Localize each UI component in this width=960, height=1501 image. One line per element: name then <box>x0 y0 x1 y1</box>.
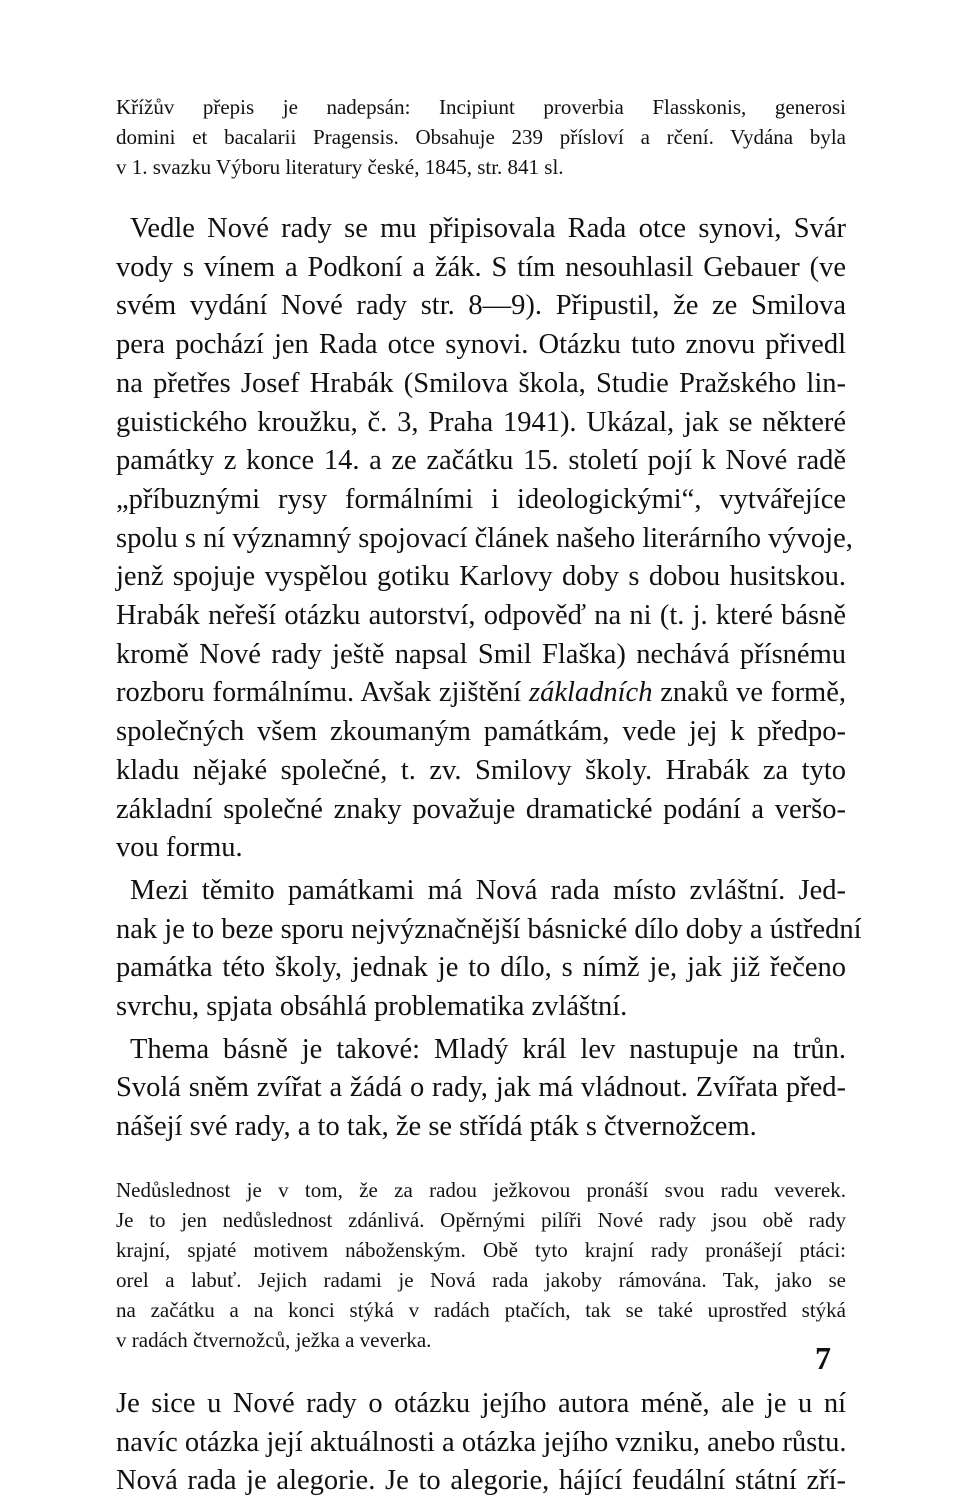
text-line: Hrabák neřeší otázku autorství, odpověď na ni (t. j. které básně <box>116 600 846 632</box>
text-line: na přetřes Josef Hrabák (Smilova škola, Studie Pražského lin- <box>116 367 846 399</box>
footnote-top <box>116 92 846 182</box>
note-line: Je to jen nedůslednost zdánlivá. Opěrnými pilíři Nové rady jsou obě rady <box>116 1207 846 1232</box>
text-line: jenž spojuje vyspělou gotiku Karlovy doby s dobou husitskou. <box>116 561 846 593</box>
text-line: Nová rada je alegorie. Je to alegorie, hájící feudální státní zří- <box>116 1465 846 1497</box>
text-line: spolu s ní významný spojovací článek našeho literárního vývoje, <box>116 522 853 554</box>
note-line: v radách čtvernožců, ježka a veverka. <box>116 1327 432 1352</box>
text-line: svém vydání Nové rady str. 8—9). Připustil, že ze Smilova <box>116 290 846 322</box>
text-line: rozboru formálnímu. Avšak zjištění základních znaků ve formě, <box>116 677 847 709</box>
text-line: kromě Nové rady ještě napsal Smil Flaška) nechává přísnému <box>116 638 846 670</box>
paragraph-special-place <box>116 872 862 1027</box>
note-line: v 1. svazku Výboru literatury české, 1845, str. 841 sl. <box>116 155 564 179</box>
note-line: Křížův přepis je nadepsán: Incipiunt proverbia Flasskonis, generosi <box>116 95 846 119</box>
text-line: kladu nějaké společné, t. zv. Smilovy školy. Hrabák za tyto <box>116 754 846 786</box>
text-line: Thema básně je takové: Mladý král lev nastupuje na trůn. <box>130 1033 846 1065</box>
text-line: guistického kroužku, č. 3, Praha 1941). Ukázal, jak se některé <box>116 406 846 438</box>
text-line: Je sice u Nové rady o otázku jejího autora méně, ale je u ní <box>116 1387 846 1419</box>
note-line: Nedůslednost je v tom, že za radou ježkovou pronáší svou radu veverek. <box>116 1177 846 1202</box>
note-line: na začátku a na konci stýká v radách ptačích, tak se také uprostřed stýká <box>116 1297 846 1322</box>
text-line: památka této školy, jednak je to dílo, s nímž je, jak již řečeno <box>116 952 846 984</box>
text-line: základní společné znaky považuje dramatické podání a veršo- <box>116 793 846 825</box>
text-line: vody s vínem a Podkoní a žák. S tím nesouhlasil Gebauer (ve <box>116 251 846 283</box>
paragraph-theme <box>116 1031 846 1147</box>
note-line: domini et bacalarii Pragensis. Obsahuje 239 přísloví a rčení. Vydána byla <box>116 125 846 149</box>
text-line: nášejí své rady, a to tak, že se střídá pták s čtvernožcem. <box>116 1111 757 1143</box>
text-line: Vedle Nové rady se mu připisovala Rada otce synovi, Svár <box>130 213 846 244</box>
text-line: svrchu, spjata obsáhlá problematika zvláštní. <box>116 991 628 1023</box>
note-line: orel a labuť. Jejich radami je Nová rada jakoby rámována. Tak, jako se <box>116 1267 846 1292</box>
text-line: Mezi těmito památkami má Nová rada místo zvláštní. Jed- <box>130 874 846 906</box>
page-content <box>116 92 862 1501</box>
text-line: společných všem zkoumaným památkám, vede jej k předpo- <box>116 716 846 748</box>
paragraph-attribution <box>116 210 853 868</box>
text-line: Svolá sněm zvířat a žádá o rady, jak má vládnout. Zvířata před- <box>116 1072 846 1104</box>
note-line: krajní, spjaté motivem náboženským. Obě tyto krajní rady pronášejí ptáci: <box>116 1237 846 1262</box>
text-line: nak je to beze sporu nejvýznačnější básnické dílo doby a ústřední <box>116 913 862 945</box>
footnote-middle <box>116 1175 846 1355</box>
emphasis-text: základních <box>528 677 653 709</box>
page-number: 7 <box>815 1340 831 1376</box>
text-line: památky z konce 14. a ze začátku 15. století pojí k Nové radě <box>116 445 846 477</box>
paragraph-allegory <box>116 1385 846 1501</box>
text-line: „příbuznými rysy formálními i ideologickými“, vytvářejíce <box>116 483 846 515</box>
text-line: navíc otázka její aktuálnosti a otázka jejího vzniku, anebo růstu. <box>116 1426 847 1458</box>
text-line: pera pochází jen Rada otce synovi. Otázku tuto znovu přivedl <box>116 329 846 361</box>
text-line: vou formu. <box>116 832 243 864</box>
